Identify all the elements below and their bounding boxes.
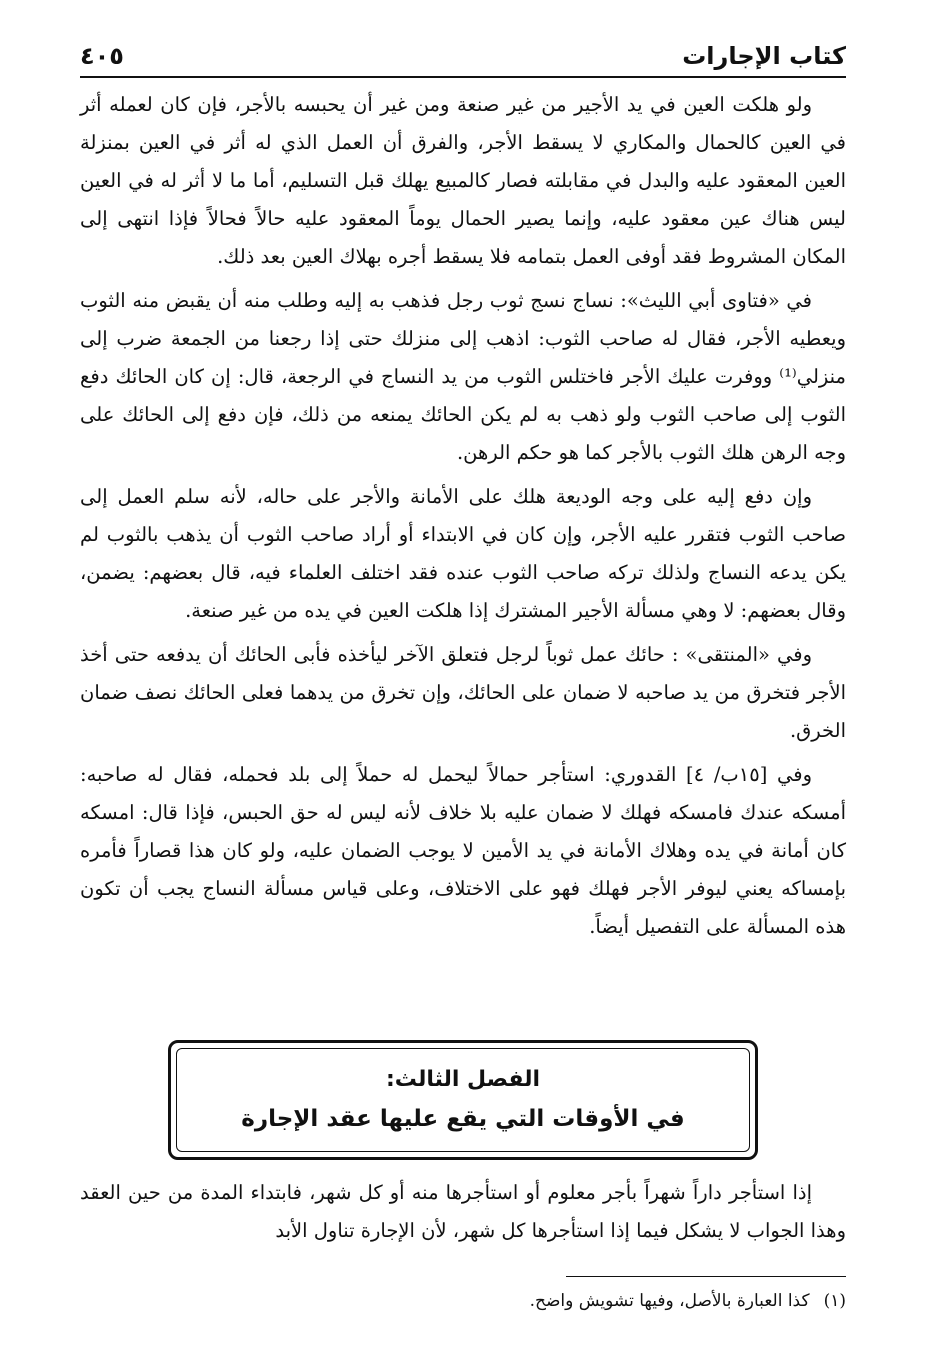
paragraph: وفي «المنتقى» : حائك عمل ثوباً لرجل فتعلق الآخر ليأخذه فأبى الحائك أن يدفعه حتى أخذ الأجر فتخرق من يد صاحبه لا ضمان على الحائك، وإن تخرق من يدهما فعلى الحائك نصف ضمان الخرق. bbox=[80, 643, 846, 742]
footnote-marker: (١) bbox=[823, 1291, 846, 1311]
paragraph: في «فتاوى أبي الليث»: نساج نسج ثوب رجل فذهب به إليه وطلب منه أن يقبض منه الثوب ويعطيه الأجر، فقال له صاحب الثوب: اذهب إلى منزلك حتى إذا رجعنا من الجمعة ضرب إلى منزلي⁽¹⁾ ووفرت عليك الأجر فاختلس الثوب من يد النساج في الرجعة، قال: إن كان الحائك دفع الثوب إلى صاحب الثوب ولو ذهب به لم يكن الحائك يمنعه من ذلك، فإن دفع إلى الحائك على وجه الرهن هلك الثوب بالأجر كما هو حكم الرهن. bbox=[80, 289, 846, 464]
chapter-heading-box bbox=[168, 1040, 758, 1160]
paragraph: وفي [١٥ب/ ٤] القدوري: استأجر حمالاً ليحمل له حملاً إلى بلد فحمله، فقال له صاحبه: أمسكه عندك فامسكه فهلك لا ضمان عليه بلا خلاف لأنه ليس له حق الحبس، فإذا قال: امسكه كان أمانة في يده وهلاك الأمانة في يد الأمين لا يوجب الضمان عليه، ولو كان هذا قصاراً فأمره بإمساكه يعني ليوفر الأجر فهلك فهو على الاختلاف، وعلى قياس مسألة النساج يجب أن تكون هذه المسألة على التفصيل أيضاً. bbox=[80, 763, 846, 938]
chapter-label: الفصل الثالث: bbox=[386, 1067, 540, 1092]
footnote bbox=[80, 1286, 846, 1316]
chapter-text bbox=[80, 1174, 846, 1256]
chapter-heading-inner-frame bbox=[176, 1048, 750, 1152]
paragraph: إذا استأجر داراً شهراً بأجر معلوم أو استأجرها منه أو كل شهر، فابتداء المدة من حين العقد وهذا الجواب لا يشكل فيما إذا استأجرها كل شهر، لأن الإجارة تناول الأبد bbox=[80, 1181, 846, 1242]
book-title: كتاب الإجارات bbox=[682, 42, 846, 70]
paragraph: وإن دفع إليه على وجه الوديعة هلك على الأمانة والأجر على حاله، لأنه سلم العمل إلى صاحب الثوب فتقرر عليه الأجر، وإن كان في الابتداء أو أراد صاحب الثوب أن يذهب بالثوب لم يكن يدعه النساج ولذلك تركه صاحب الثوب عنده فقد اختلف العلماء فيه، قال بعضهم: يضمن، وقال بعضهم: لا وهي مسألة الأجير المشترك إذا هلكت العين في يده من غير صنعة. bbox=[80, 485, 846, 622]
page-number: ٤٠٥ bbox=[80, 42, 124, 70]
chapter-title: في الأوقات التي يقع عليها عقد الإجارة bbox=[241, 1106, 685, 1132]
main-text bbox=[80, 86, 846, 952]
page-header bbox=[80, 30, 846, 78]
footnote-text: كذا العبارة بالأصل، وفيها تشويش واضح. bbox=[529, 1291, 810, 1311]
paragraph: ولو هلكت العين في يد الأجير من غير صنعة ومن غير أن يحبسه بالأجر، فإن كان لعمله أثر في العين كالحمال والمكاري لا يسقط الأجر، والفرق أن العمل الذي له أثر في العين بمنزلة العين المعقود عليه والبدل في مقابلته فصار كالمبيع يهلك قبل التسليم، أما ما لا أثر له في العين ليس هناك عين معقود عليه، وإنما يصير الحمال يوماً المعقود عليه حالاً فحالاً فإذا انتهى إلى المكان المشروط فقد أوفى العمل بتمامه فلا يسقط أجره بهلاك العين بعد ذلك. bbox=[80, 93, 846, 268]
footnote-divider bbox=[566, 1276, 846, 1277]
